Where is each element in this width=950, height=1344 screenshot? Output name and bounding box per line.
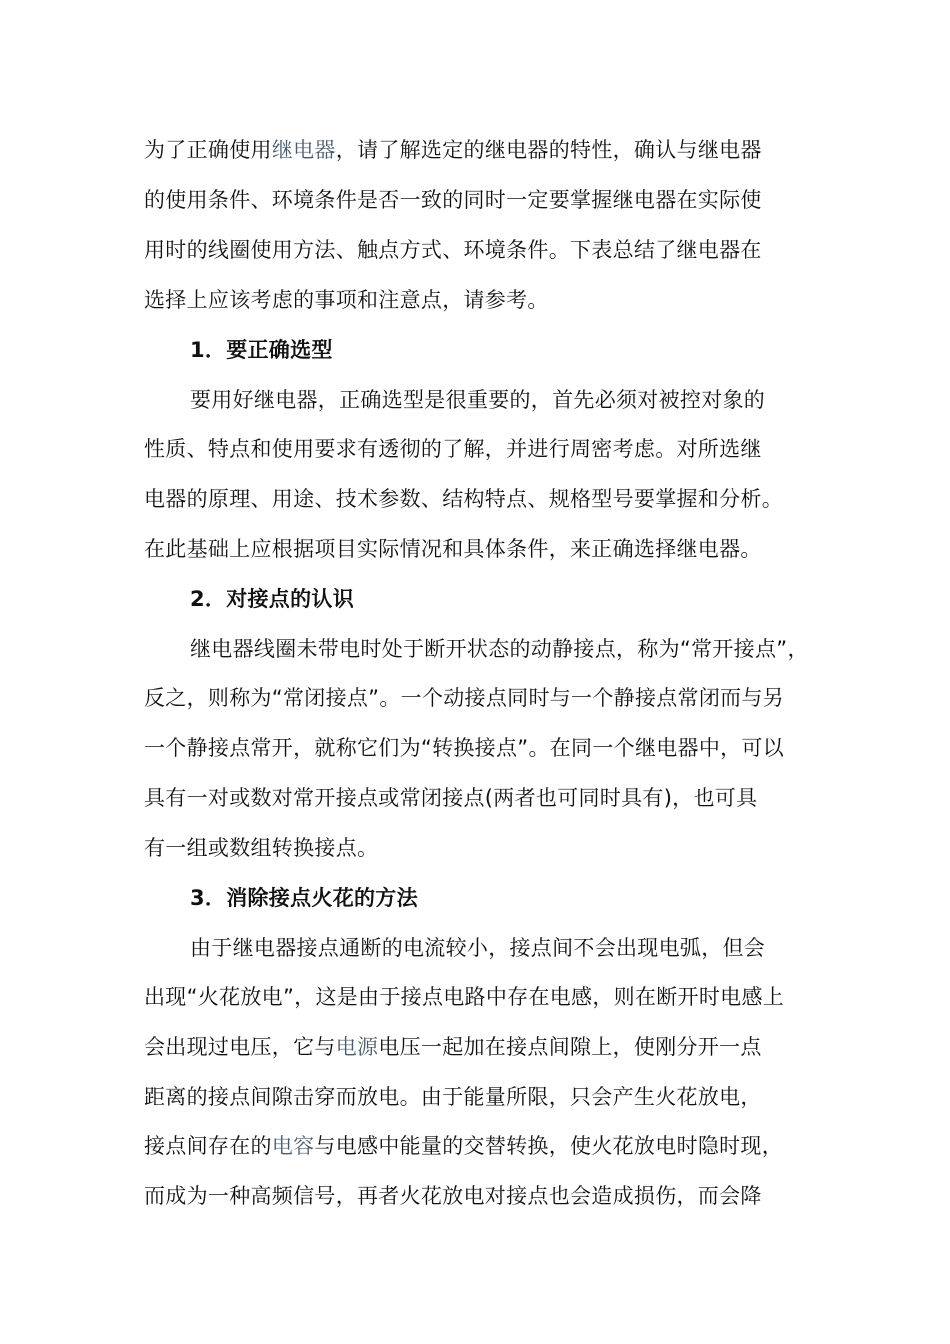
paragraph-line: 一个静接点常开，就称它们为“转换接点”。在同一个继电器中，可以: [144, 736, 785, 760]
paragraph-line: 电器的原理、用途、技术参数、结构特点、规格型号要掌握和分析。: [144, 487, 783, 511]
text-run: 为了正确使用: [144, 138, 272, 162]
paragraph-line: [144, 1131, 834, 1161]
paragraph-line: 由于继电器接点通断的电流较小，接点间不会出现电弧，但会: [190, 936, 766, 960]
relay-link[interactable]: 继电器: [271, 138, 336, 162]
text-run: 与电感中能量的交替转换，使火花放电时隐时现，: [314, 1134, 784, 1158]
paragraph-line: 继电器线圈未带电时处于断开状态的动静接点，称为“常开接点”，: [190, 637, 809, 661]
paragraph-line: [144, 135, 834, 165]
paragraph-line: 在此基础上应根据项目实际情况和具体条件，来正确选择继电器。: [144, 537, 762, 561]
text-run: 接点间存在的: [144, 1134, 272, 1158]
paragraph-line: 性质、特点和使用要求有透彻的了解，并进行周密考虑。对所选继: [144, 437, 762, 461]
section-heading: 1．要正确选型: [190, 338, 333, 362]
paragraph-line: 要用好继电器，正确选型是很重要的，首先必须对被控对象的: [190, 388, 766, 412]
paragraph-line: 距离的接点间隙击穿而放电。由于能量所限，只会产生火花放电，: [144, 1085, 762, 1109]
text-run: 会出现过电压，它与: [144, 1035, 336, 1059]
paragraph-line: 反之，则称为“常闭接点”。一个动接点同时与一个静接点常闭而与另: [144, 686, 785, 710]
paragraph-line: 出现“火花放电”，这是由于接点电路中存在电感，则在断开时电感上: [144, 985, 785, 1009]
paragraph-line: 具有一对或数对常开接点或常闭接点(两者也可同时具有)，也可具: [144, 786, 758, 810]
text-run: ，请了解选定的继电器的特性，确认与继电器: [335, 138, 762, 162]
section-heading: 3．消除接点火花的方法: [190, 886, 418, 910]
paragraph-line: 选择上应该考虑的事项和注意点，请参考。: [144, 288, 549, 312]
paragraph-line: [144, 1032, 834, 1062]
power-supply-link[interactable]: 电源: [335, 1035, 379, 1059]
section-heading: 2．对接点的认识: [190, 587, 355, 611]
capacitance-link[interactable]: 电容: [271, 1134, 315, 1158]
paragraph-line: 的使用条件、环境条件是否一致的同时一定要掌握继电器在实际使: [144, 188, 762, 212]
paragraph-line: 而成为一种高频信号，再者火花放电对接点也会造成损伤，而会降: [144, 1184, 762, 1208]
paragraph-line: 用时的线圈使用方法、触点方式、环境条件。下表总结了继电器在: [144, 238, 762, 262]
text-run: 电压一起加在接点间隙上，使刚分开一点: [378, 1035, 762, 1059]
paragraph-line: 有一组或数组转换接点。: [144, 836, 379, 860]
